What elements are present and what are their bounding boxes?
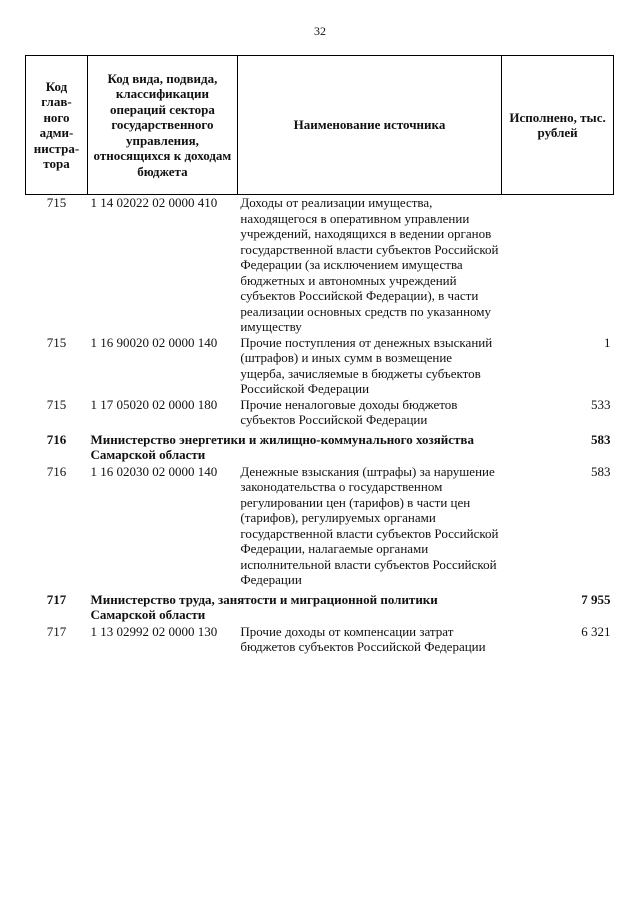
row-executed-amount: 1 <box>604 334 611 350</box>
revenue-table <box>25 55 614 655</box>
header-admin-code: Код глав-ного адми-нистра-тора <box>26 56 88 195</box>
group-ministry-name: Министерство труда, занятости и миграционной политики Самарской области <box>90 591 438 622</box>
row-admin-code: 716 <box>46 463 67 479</box>
row-source-name: Прочие неналоговые доходы бюджетов субъектов Российской Федерации <box>240 396 458 427</box>
row-source-name: Денежные взыскания (штрафы) за нарушение законодательства о государственном регулировании цен (тарифов) в части цен (тарифов), регулируемых органами государственной власти субъектов Российской Федерации, налагаемые органами исполнительной власти субъектов Российской Федерации <box>240 463 499 587</box>
table-row <box>26 464 614 588</box>
row-admin-code: 715 <box>46 195 67 210</box>
row-executed-amount: 533 <box>591 396 611 412</box>
header-executed-amount: Исполнено, тыс. рублей <box>502 56 614 195</box>
page-number: 32 <box>314 24 326 38</box>
row-executed-amount <box>502 195 614 335</box>
table-row <box>26 624 614 655</box>
group-executed-total: 583 <box>591 431 611 447</box>
row-classification-code: 1 14 02022 02 0000 410 <box>90 195 218 210</box>
group-admin-code: 716 <box>46 431 67 447</box>
table-header-row <box>26 56 614 195</box>
row-admin-code: 715 <box>46 334 67 350</box>
group-executed-total: 7 955 <box>581 591 611 607</box>
group-ministry-name: Министерство энергетики и жилищно-коммунального хозяйства Самарской области <box>90 431 474 462</box>
row-source-name: Доходы от реализации имущества, находящегося в оперативном управлении учреждений, находящихся в ведении органов государственной власти субъектов Российской Федерации (за исключением имущества бюджетных и автономных учреждений субъектов Российской Федерации), в части реализации основных средств по указанному имуществу <box>240 195 499 334</box>
ministry-group-row <box>26 588 614 624</box>
row-source-name: Прочие доходы от компенсации затрат бюджетов субъектов Российской Федерации <box>240 623 486 654</box>
row-classification-code: 1 16 90020 02 0000 140 <box>90 334 218 350</box>
table-row <box>26 335 614 397</box>
table-row <box>26 195 614 335</box>
header-source-name: Наименование источника <box>237 56 501 195</box>
row-admin-code: 715 <box>46 396 67 412</box>
row-classification-code: 1 17 05020 02 0000 180 <box>90 396 218 412</box>
header-classification-code: Код вида, подвида, классификации операций сектора государственного управления, относящихся к доходам бюджета <box>87 56 237 195</box>
row-executed-amount: 6 321 <box>581 623 611 639</box>
row-admin-code: 717 <box>46 623 67 639</box>
row-executed-amount: 583 <box>591 463 611 479</box>
group-admin-code: 717 <box>46 591 67 607</box>
ministry-group-row <box>26 428 614 464</box>
row-classification-code: 1 13 02992 02 0000 130 <box>90 623 218 639</box>
row-classification-code: 1 16 02030 02 0000 140 <box>90 463 218 479</box>
row-source-name: Прочие поступления от денежных взысканий (штрафов) и иных сумм в возмещение ущерба, зачисляемые в бюджеты субъектов Российской Федерации <box>240 334 493 396</box>
table-row <box>26 397 614 428</box>
